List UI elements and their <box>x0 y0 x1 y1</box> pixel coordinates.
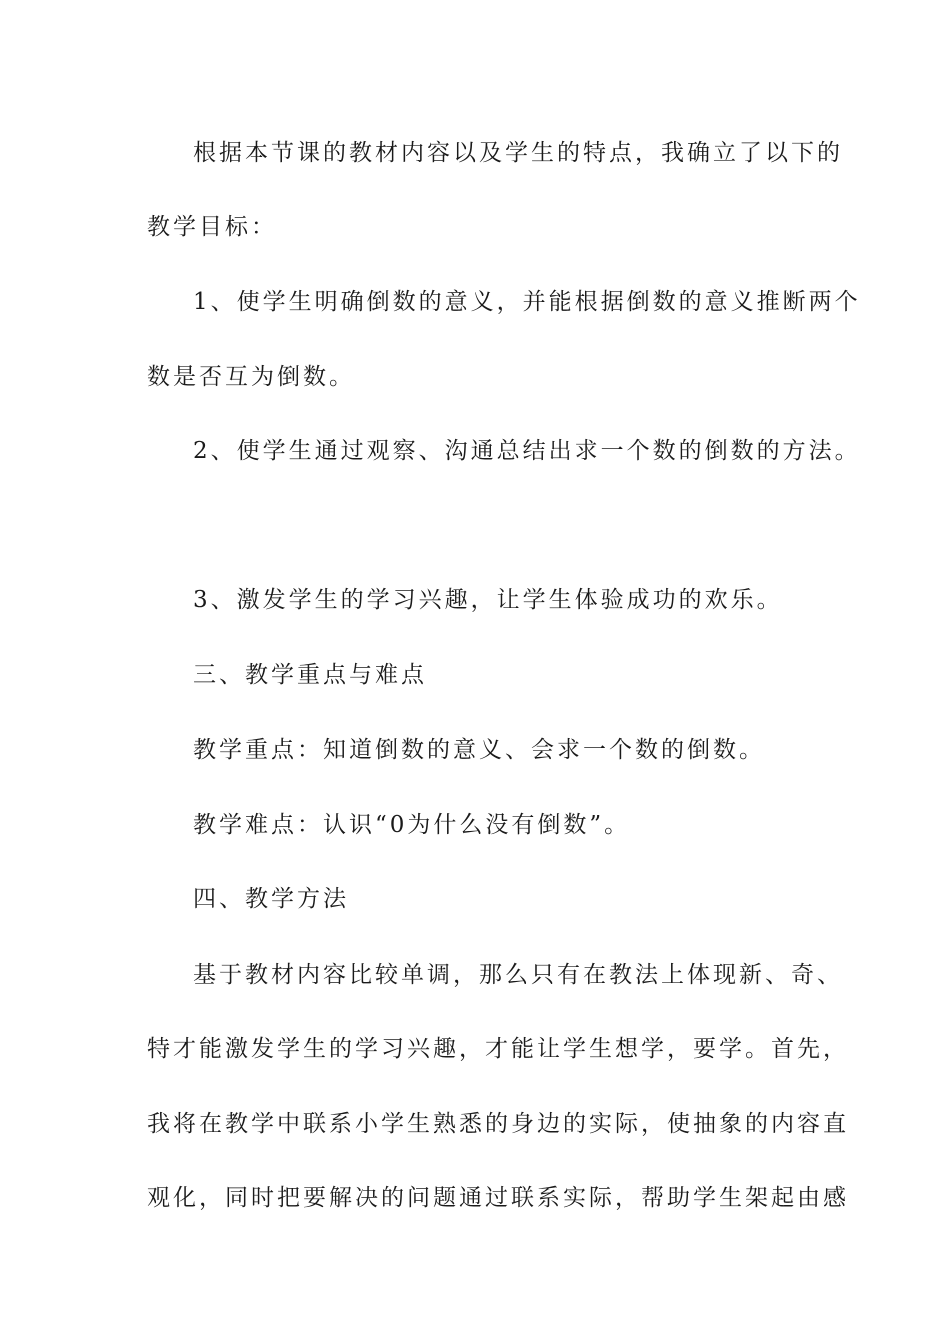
list-item: 3、激发学生的学习兴趣，让学生体验成功的欢乐。 <box>193 587 783 613</box>
paragraph-line: 根据本节课的教材内容以及学生的特点，我确立了以下的 <box>193 140 843 166</box>
paragraph-line: 我将在教学中联系小学生熟悉的身边的实际，使抽象的内容直 <box>147 1111 849 1137</box>
list-item: 2、使学生通过观察、沟通总结出求一个数的倒数的方法。 <box>193 438 861 464</box>
paragraph-line: 教学目标： <box>147 214 277 240</box>
section-heading: 三、教学重点与难点 <box>193 662 427 688</box>
paragraph-line: 数是否互为倒数。 <box>147 364 355 390</box>
paragraph-line: 基于教材内容比较单调，那么只有在教法上体现新、奇、 <box>193 962 843 988</box>
paragraph-line: 特才能激发学生的学习兴趣，才能让学生想学，要学。首先， <box>147 1036 849 1062</box>
list-item: 1、使学生明确倒数的意义，并能根据倒数的意义推断两个 <box>193 289 861 315</box>
paragraph-line: 教学难点：认识“0为什么没有倒数”。 <box>193 812 631 838</box>
paragraph-line: 教学重点：知道倒数的意义、会求一个数的倒数。 <box>193 737 765 763</box>
section-heading: 四、教学方法 <box>193 886 349 912</box>
paragraph-line: 观化，同时把要解决的问题通过联系实际，帮助学生架起由感 <box>147 1185 849 1211</box>
